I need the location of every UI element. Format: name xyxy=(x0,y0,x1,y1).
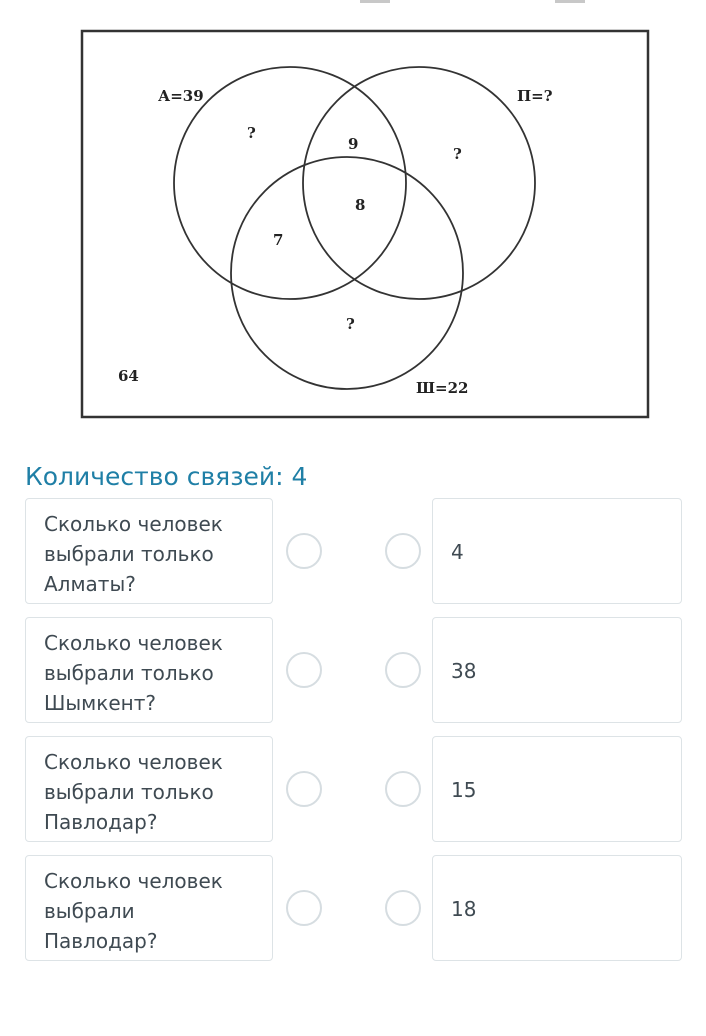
answer-card[interactable]: 18 xyxy=(432,855,682,961)
cropped-text-fragment-2 xyxy=(555,0,585,3)
answer-card[interactable]: 4 xyxy=(432,498,682,604)
match-row xyxy=(25,617,682,725)
match-row xyxy=(25,855,682,963)
question-connector-radio[interactable] xyxy=(286,771,322,807)
label-only-a: ? xyxy=(247,124,256,142)
question-connector-radio[interactable] xyxy=(286,533,322,569)
answer-connector-radio[interactable] xyxy=(385,533,421,569)
connections-count-title: Количество связей: 4 xyxy=(25,462,308,491)
venn-diagram-image xyxy=(0,0,706,440)
label-only-p: ? xyxy=(453,145,462,163)
venn-diagram-svg xyxy=(0,0,706,440)
answer-card[interactable]: 38 xyxy=(432,617,682,723)
question-card[interactable]: Сколько человек выбрали только Павлодар? xyxy=(25,736,273,842)
answer-connector-radio[interactable] xyxy=(385,652,421,688)
label-all-three: 8 xyxy=(355,196,366,214)
question-card[interactable]: Сколько человек выбрали только Алматы? xyxy=(25,498,273,604)
label-set-sh: Ш=22 xyxy=(416,379,469,397)
label-set-a: А=39 xyxy=(158,87,204,105)
question-card[interactable]: Сколько человек выбрали Павлодар? xyxy=(25,855,273,961)
label-outside: 64 xyxy=(118,367,139,385)
label-only-sh: ? xyxy=(346,315,355,333)
label-set-p: П=? xyxy=(517,87,553,105)
question-connector-radio[interactable] xyxy=(286,890,322,926)
question-card[interactable]: Сколько человек выбрали только Шымкент? xyxy=(25,617,273,723)
label-a-and-p: 9 xyxy=(348,135,359,153)
label-a-and-sh: 7 xyxy=(273,231,284,249)
question-connector-radio[interactable] xyxy=(286,652,322,688)
circle-a xyxy=(174,67,406,299)
answer-connector-radio[interactable] xyxy=(385,771,421,807)
match-row xyxy=(25,498,682,606)
answer-card[interactable]: 15 xyxy=(432,736,682,842)
cropped-text-fragment xyxy=(360,0,390,3)
answer-connector-radio[interactable] xyxy=(385,890,421,926)
match-row xyxy=(25,736,682,844)
